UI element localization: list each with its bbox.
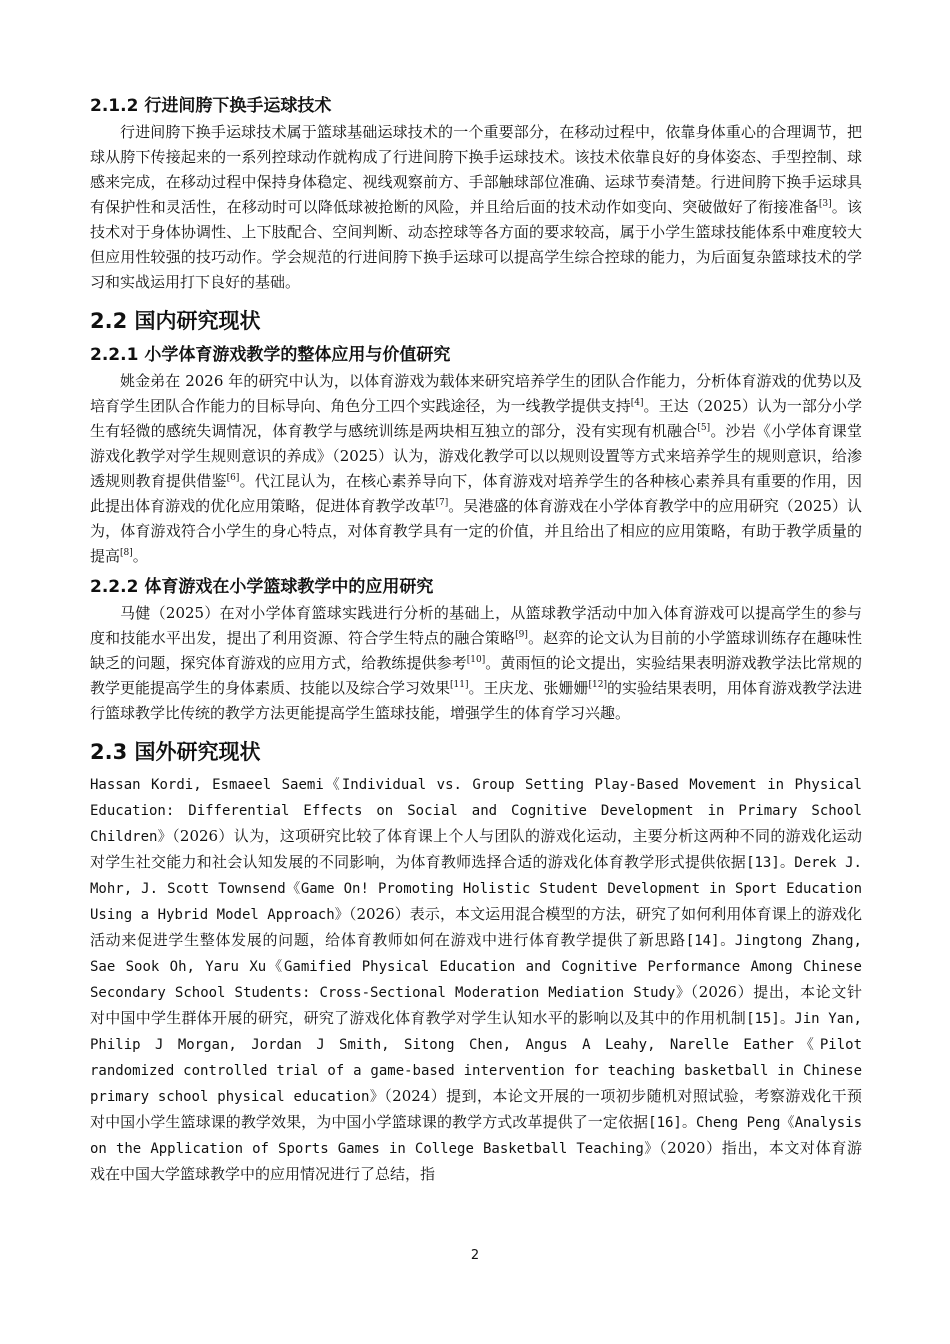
page-number: 2	[470, 1248, 480, 1263]
text-run: 。王庆龙、张姗姗	[468, 679, 589, 697]
heading-2-3: 2.3 国外研究现状	[90, 740, 261, 764]
citation-title: Hassan Kordi, Esmaeel Saemi《Individual vs. Group Setting Play-Based Movement in Physical Education: Differential Effects on Social and Cognitive Development in Primary School Children》	[90, 777, 862, 845]
citation-ref: [4]	[630, 398, 644, 408]
text-run: 姚金弟在 2026 年的研究中认为，以体育游戏为载体来研究培养学生的团队合作能力，分析体育游戏的优势以及培育学生团队合作能力的目标导向、角色分工四个实践途径，为一线教学提供支持	[90, 372, 862, 415]
text-run: 的实验结果表明，用体育游戏教学法进行篮球教学比传统的教学方法更能提高学生篮球技能，增强学生的体育学习兴趣。	[90, 679, 863, 722]
text-run: 。吴港盛的体育游戏在小学体育教学中的应用研究（2025）认为，体育游戏符合小学生的身心特点，对体育教学具有一定的价值，并且给出了相应的应用策略，有助于教学质量的提高	[90, 497, 862, 565]
citation-ref: [3]	[818, 199, 832, 209]
citation-ref: [12]	[588, 680, 607, 690]
text-run: （2026）认为，这项研究比较了体育课上个人与团队的游戏化运动，主要分析这两种不同的游戏化运动对学生社交能力和社会认知发展的不同影响，为体育教师选择合适的游戏化体育教学形式提供依据	[90, 827, 862, 871]
heading-2-1-2: 2.1.2 行进间胯下换手运球技术	[90, 96, 332, 116]
citation-title: [15]。Jin Yan, Philip J Morgan, Jordan J Smith, Sitong Chen, Angus A Leahy, Narelle Eather《Pilot randomized controlled trial of a game-based intervention for teaching basketball in Chinese primary school physical education》	[90, 1011, 862, 1105]
text-run: （2026）提出，本论文针对中国中学生群体开展的研究，研究了游戏化体育教学对学生认知水平的影响以及其中的作用机制	[90, 983, 862, 1027]
text-run: 。代江昆认为，在核心素养导向下，体育游戏对培养学生的各种核心素养具有重要的作用，因此提出体育游戏的优化应用策略，促进体育教学改革	[90, 472, 862, 515]
text-run: 。沙岩《小学体育课堂游戏化教学对学生规则意识的养成》（2025）认为，游戏化教学可以以规则设置等方式来培养学生的规则意识，给渗透规则教育提供借鉴	[90, 422, 862, 490]
text-run: （2020）指出，本文对体育游戏在中国大学篮球教学中的应用情况进行了总结，指	[90, 1139, 862, 1183]
citation-title: [14]。Jingtong Zhang, Sae Sook Oh, Yaru Xu《Gamified Physical Education and Cognitive Performance Among Chinese Secondary School Students: Cross-Sectional Moderation Mediation Study》	[90, 933, 862, 1001]
citation-title: [16]。Cheng Peng《Analysis on the Application of Sports Games in College Basketball Teaching》	[90, 1115, 862, 1157]
text-run: （2024）提到，本论文开展的一项初步随机对照试验，考察游戏化干预对中国小学生篮球课的教学效果，为中国小学篮球课的教学方式改革提供了一定依据	[90, 1087, 862, 1131]
citation-title: [13]。Derek J. Mohr, J. Scott Townsend《Game On! Promoting Holistic Student Development in Sport Education Using a Hybrid Model Approach》	[90, 855, 862, 923]
heading-2-2: 2.2 国内研究现状	[90, 309, 261, 333]
citation-ref: [7]	[435, 498, 449, 508]
heading-2-2-1: 2.2.1 小学体育游戏教学的整体应用与价值研究	[90, 345, 451, 365]
citation-ref: [5]	[697, 423, 711, 433]
text-run: （2026）表示，本文运用混合模型的方法，研究了如何利用体育课上的游戏化活动来促进学生整体发展的问题，给体育教师如何在游戏中进行体育教学提供了新思路	[90, 905, 862, 949]
text-run: 。王达（2025）认为一部分小学生有轻微的感统失调情况，体育教学与感统训练是两块相互独立的部分，没有实现有机融合	[90, 397, 862, 440]
text-run: 行进间胯下换手运球技术属于篮球基础运球技术的一个重要部分，在移动过程中，依靠身体重心的合理调节，把球从胯下传接起来的一系列控球动作就构成了行进间胯下换手运球技术。该技术依靠良好的身体姿态、手型控制、球感来完成，在移动过程中保持身体稳定、视线观察前方、手部触球部位准确、运球节奏清楚。行进间胯下换手运球具有保护性和灵活性，在移动时可以降低球被抢断的风险，并且给后面的技术动作如变向、突破做好了衔接准备	[90, 123, 862, 216]
citation-ref: [10]	[466, 655, 486, 665]
citation-ref: [6]	[226, 473, 240, 483]
text-run: 。黄雨恒的论文提出，实验结果表明游戏教学法比常规的教学更能提高学生的身体素质、技能以及综合学习效果	[90, 654, 862, 697]
heading-2-2-2: 2.2.2 体育游戏在小学篮球教学中的应用研究	[90, 577, 434, 597]
citation-ref: [9]	[515, 630, 528, 640]
paragraph-2-1-2	[90, 120, 862, 295]
paragraph-2-3	[90, 772, 862, 1187]
text-run: 马健（2025）在对小学体育篮球实践进行分析的基础上，从篮球教学活动中加入体育游戏可以提高学生的参与度和技能水平出发，提出了利用资源、符合学生特点的融合策略	[90, 604, 862, 647]
text-run: 。	[132, 547, 148, 565]
paragraph-2-2-2	[90, 601, 862, 726]
text-run: 。该技术对于身体协调性、上下肢配合、空间判断、动态控球等各方面的要求较高，属于小学生篮球技能体系中难度较大但应用性较强的技巧动作。学会规范的行进间胯下换手运球可以提高学生综合控球的能力，为后面复杂篮球技术的学习和实战运用打下良好的基础。	[90, 198, 862, 291]
text-run: 。赵弈的论文认为目前的小学篮球训练存在趣味性缺乏的问题，探究体育游戏的应用方式，给教练提供参考	[90, 629, 862, 672]
paragraph-2-2-1	[90, 369, 862, 569]
citation-ref: [11]	[450, 680, 469, 690]
citation-ref: [8]	[120, 548, 133, 558]
